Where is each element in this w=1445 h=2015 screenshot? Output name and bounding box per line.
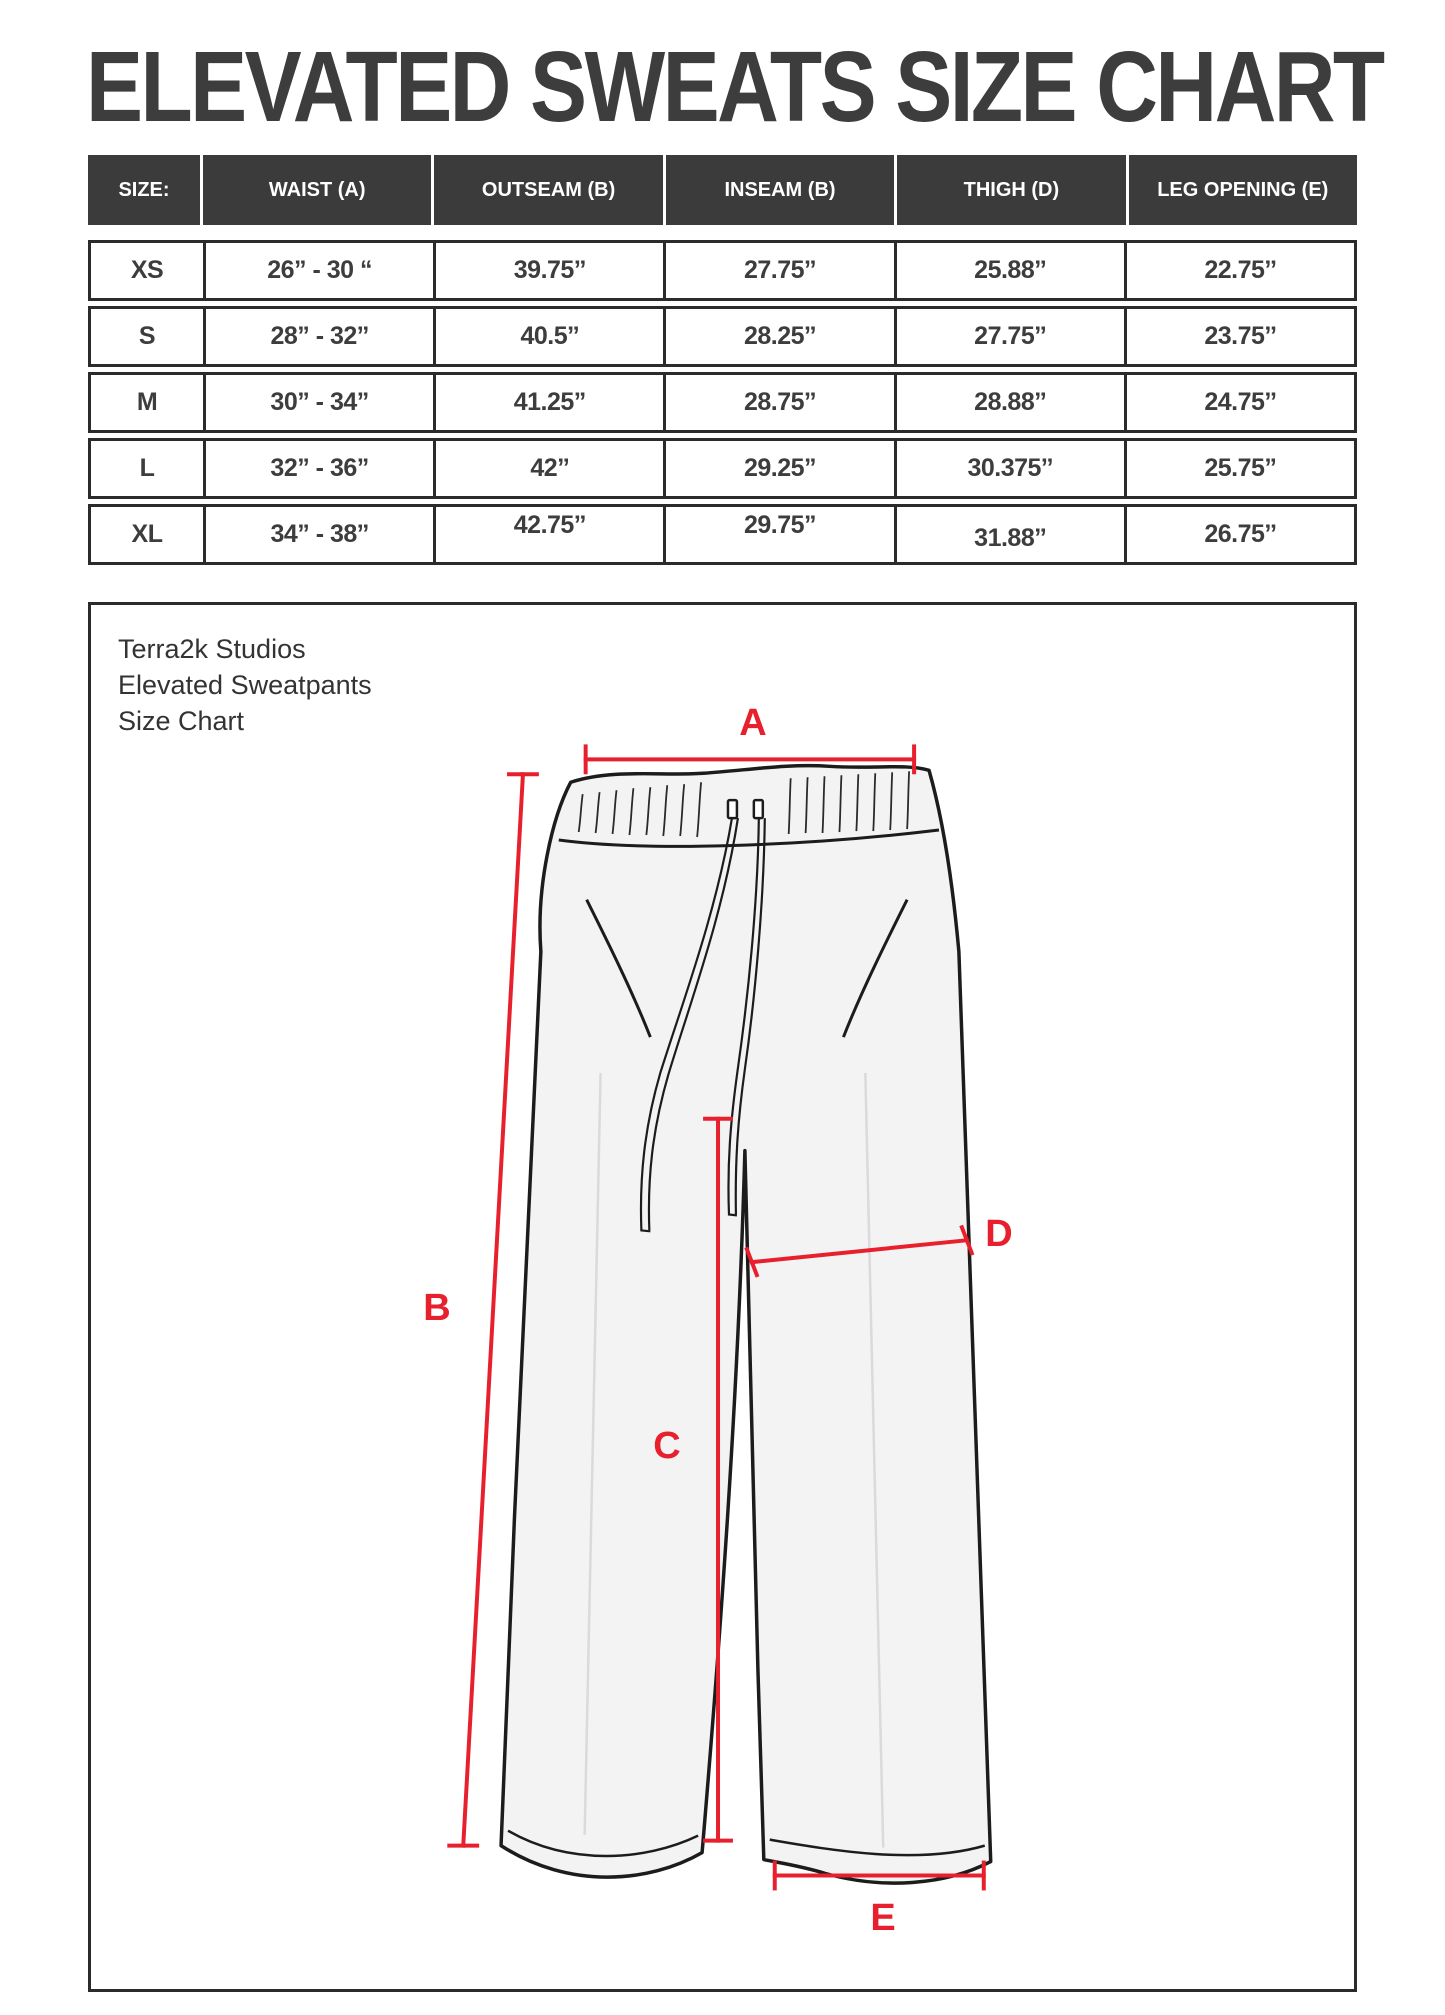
- table-header-row: [88, 155, 1357, 225]
- outseam-cell: 39.75’’: [433, 243, 663, 298]
- header-cell-thigh: THIGH (D): [897, 155, 1125, 225]
- waist-cell: 30” - 34”: [203, 375, 433, 430]
- waist-cell: 32” - 36”: [203, 441, 433, 496]
- thigh-cell: 30.375’’: [894, 441, 1124, 496]
- waist-cell: 28” - 32’’: [203, 309, 433, 364]
- thigh-cell: 31.88’’: [894, 507, 1124, 562]
- dimension-label-leg-opening: E: [870, 1897, 896, 1939]
- table-row-s: [88, 306, 1357, 367]
- header-cell-outseam: OUTSEAM (B): [434, 155, 662, 225]
- table-row-xs: [88, 240, 1357, 301]
- inseam-cell: 28.75’’: [663, 375, 893, 430]
- dimension-label-outseam: B: [423, 1287, 451, 1329]
- header-cell-leg-opening: LEG OPENING (E): [1129, 155, 1357, 225]
- dimension-label-inseam: C: [653, 1425, 681, 1467]
- leg-opening-cell: 23.75’’: [1124, 309, 1354, 364]
- size-cell: XS: [130, 256, 164, 284]
- inseam-cell: 29.25”: [663, 441, 893, 496]
- size-cell: XL: [131, 520, 163, 548]
- inseam-cell: 28.25’’: [663, 309, 893, 364]
- credit-line-chart: Size Chart: [118, 706, 245, 736]
- credit-line-studio: Terra2k Studios: [118, 634, 306, 664]
- table-row-m: [88, 372, 1357, 433]
- dimension-label-thigh: D: [985, 1213, 1013, 1255]
- table-row-l: [88, 438, 1357, 499]
- table-row-xl: [88, 504, 1357, 565]
- outseam-cell: 42’’: [433, 441, 663, 496]
- inseam-cell: 27.75’’: [663, 243, 893, 298]
- size-cell: L: [139, 454, 155, 482]
- header-cell-size: SIZE:: [88, 155, 200, 225]
- dimension-label-waist: A: [739, 702, 767, 744]
- thigh-cell: 27.75’’: [894, 309, 1124, 364]
- inseam-cell: 29.75”: [663, 507, 893, 562]
- outseam-cell: 41.25”: [433, 375, 663, 430]
- credit-line-product: Elevated Sweatpants: [118, 670, 372, 700]
- page-title: ELEVATED SWEATS SIZE CHART: [86, 31, 1383, 143]
- leg-opening-cell: 24.75’’: [1124, 375, 1354, 430]
- waist-cell: 26” - 30 “: [203, 243, 433, 298]
- header-cell-inseam: INSEAM (B): [666, 155, 894, 225]
- thigh-cell: 28.88’’: [894, 375, 1124, 430]
- diagram-box: [88, 602, 1357, 1992]
- size-cell: S: [138, 322, 156, 350]
- thigh-cell: 25.88’’: [894, 243, 1124, 298]
- size-table: [88, 155, 1357, 570]
- leg-opening-cell: 25.75”: [1124, 441, 1354, 496]
- size-cell: M: [136, 388, 158, 416]
- header-cell-waist: WAIST (A): [203, 155, 431, 225]
- outseam-cell: 40.5’’: [433, 309, 663, 364]
- waist-cell: 34” - 38’’: [203, 507, 433, 562]
- outseam-cell: 42.75’’: [433, 507, 663, 562]
- leg-opening-cell: 26.75’’: [1124, 507, 1354, 562]
- sweatpants-illustration: [91, 605, 1354, 1989]
- leg-opening-cell: 22.75’’: [1124, 243, 1354, 298]
